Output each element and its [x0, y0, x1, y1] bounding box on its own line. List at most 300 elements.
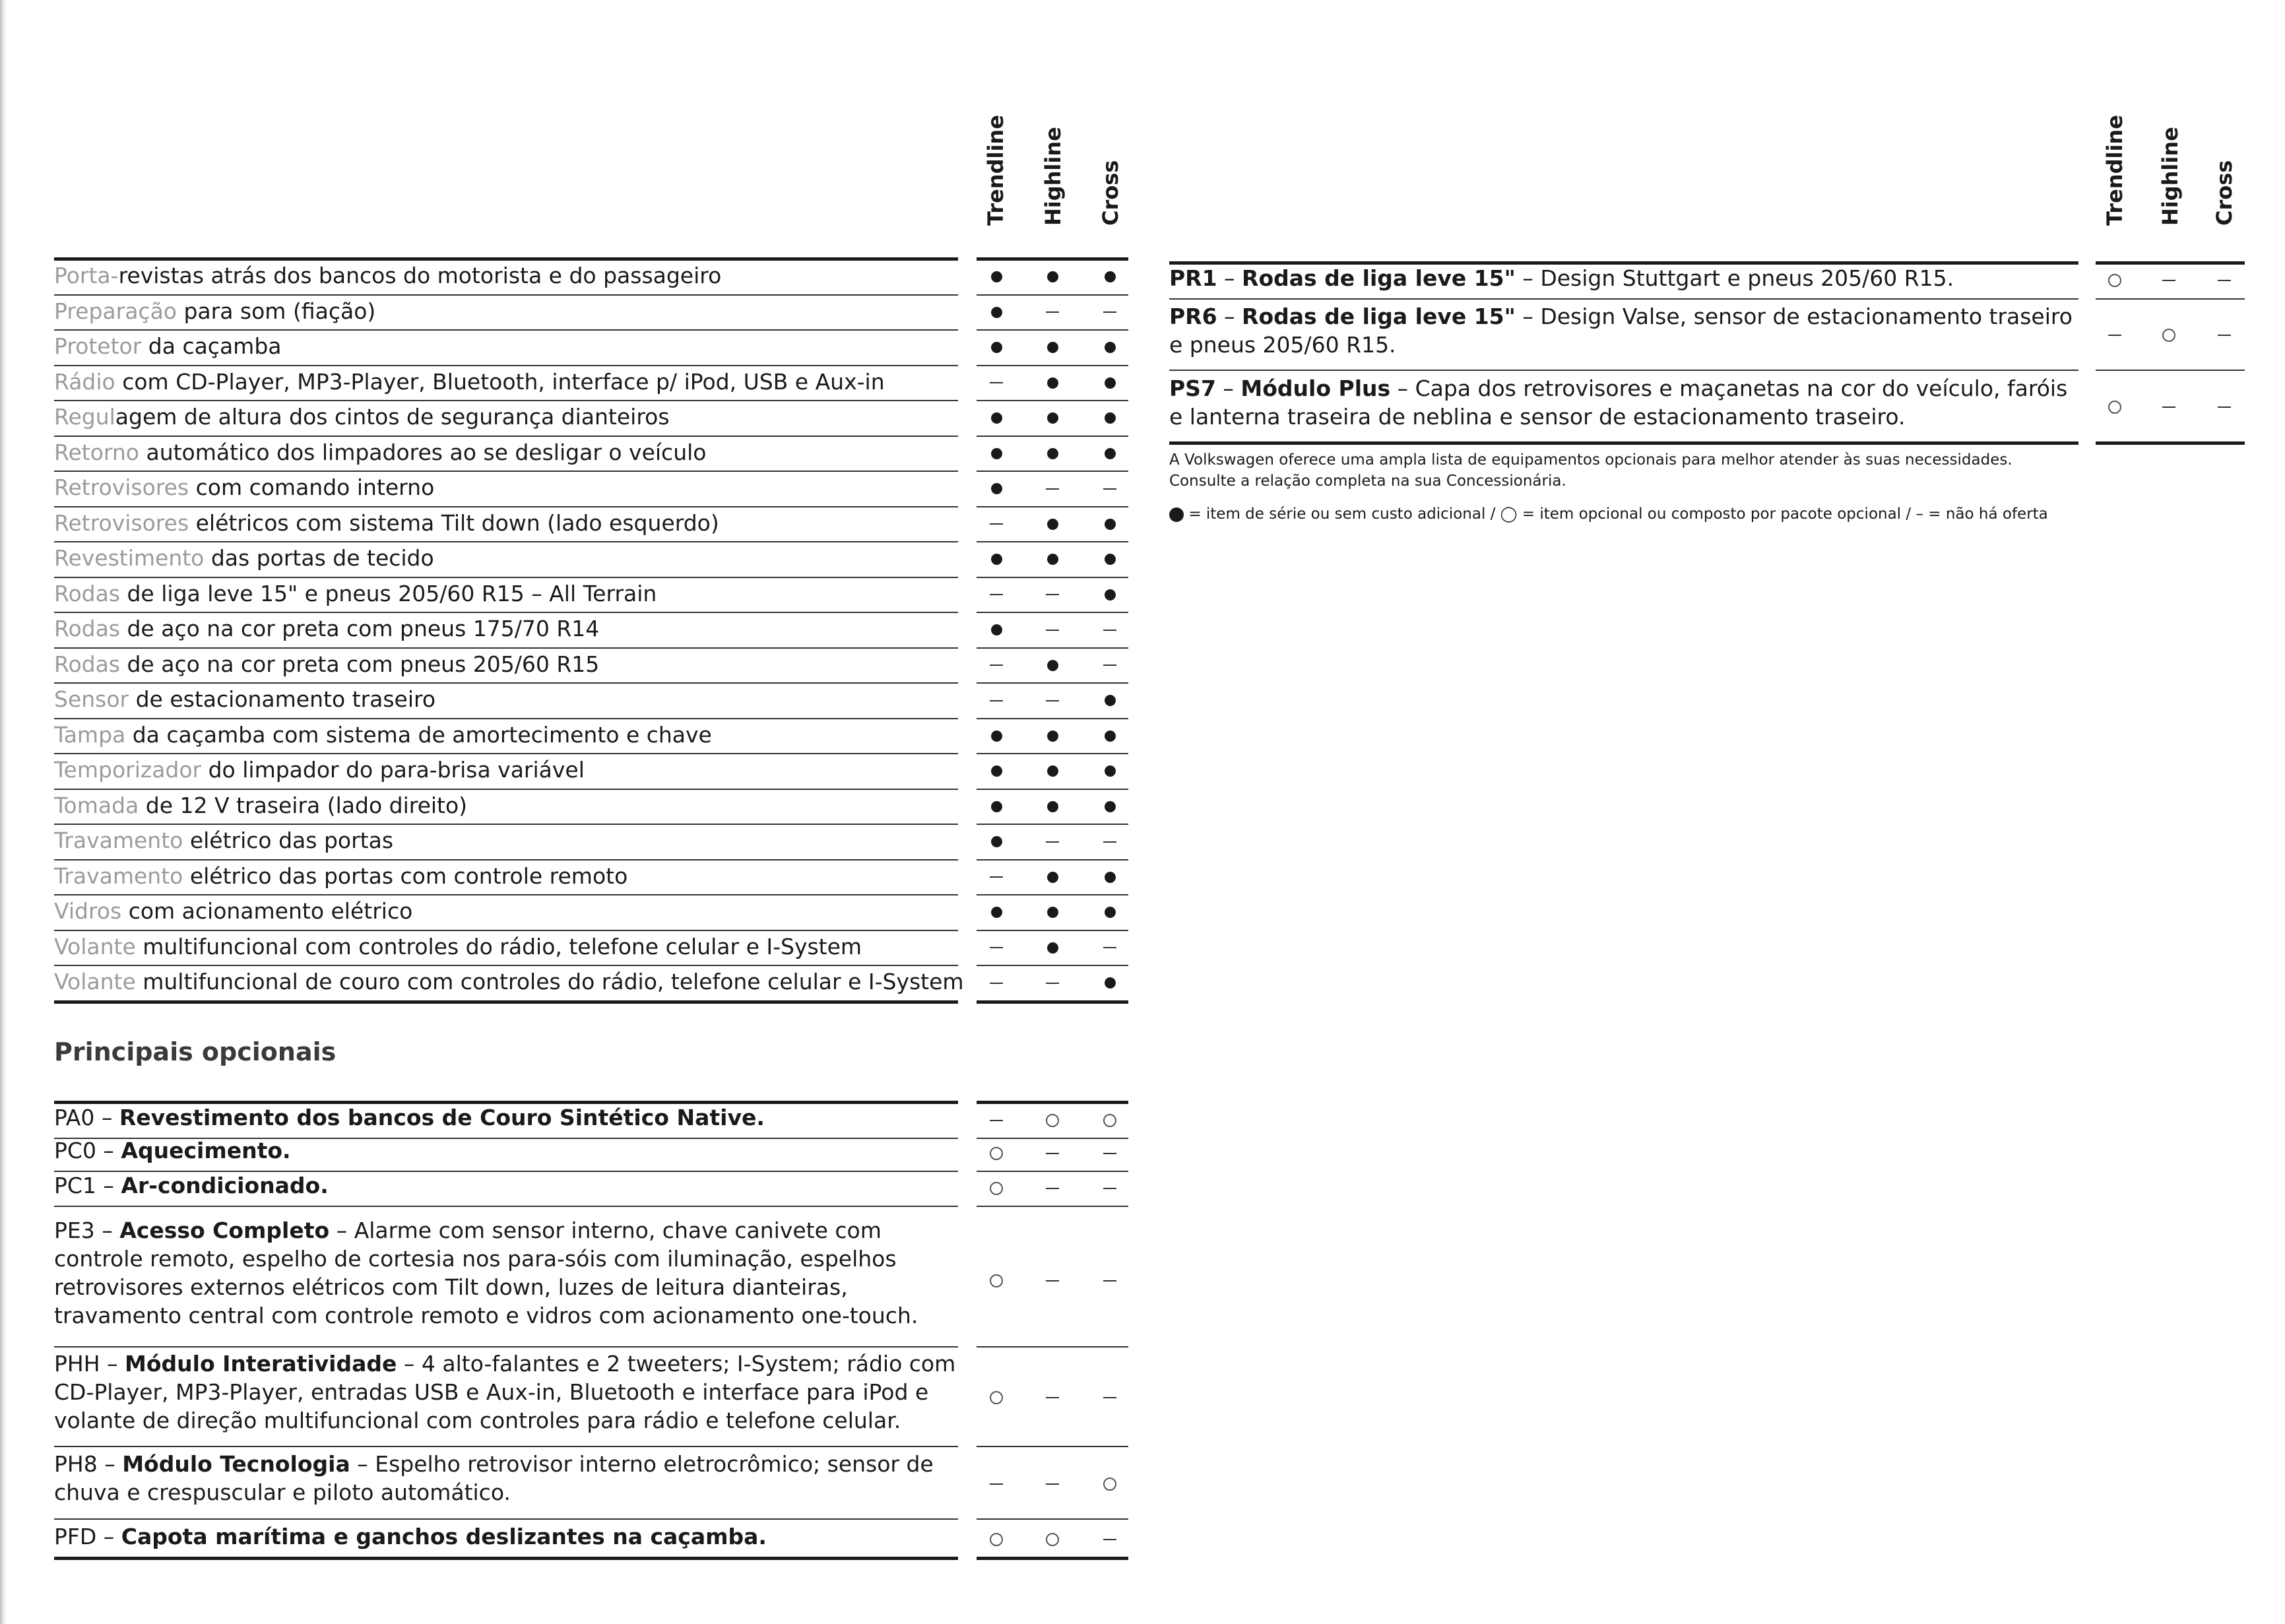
table-cell-mark — [1093, 1266, 1126, 1295]
table-cell-mark — [1093, 579, 1126, 608]
optional-row: PR6 – Rodas de liga leve 15" – Design Valse, sensor de estacionamento traseiro e pneus 205/60 R15. — [1169, 304, 2073, 358]
table-cell-mark — [1093, 756, 1126, 785]
row-text-part: multifuncional com controles do rádio, telefone celular e I-System — [135, 933, 862, 959]
table-rule — [977, 789, 1128, 790]
standard-dot-icon — [1105, 589, 1116, 601]
not-offered-dash-icon — [990, 382, 1003, 383]
table-cell-mark — [980, 473, 1013, 502]
standard-dot-icon — [991, 624, 1002, 635]
standard-dot-icon — [1047, 765, 1058, 777]
table-rule — [54, 789, 958, 790]
table-rule — [54, 1346, 958, 1348]
standard-dot-icon — [1105, 695, 1116, 706]
table-cell-mark — [1036, 756, 1069, 785]
table-cell-mark — [1093, 297, 1126, 326]
table-rule — [2096, 298, 2245, 300]
optional-row: PH8 – Módulo Tecnologia – Espelho retrovisor interno eletrocrômico; sensor de chuva e crespuscular e piloto automático. — [54, 1451, 934, 1505]
table-cell-mark — [980, 1266, 1013, 1295]
table-rule — [977, 436, 1128, 437]
table-rule — [1169, 298, 2078, 300]
optional-circle-icon — [990, 1533, 1003, 1546]
row-lead-text: PC1 — [54, 1173, 96, 1198]
row-text-part: agem de altura dos cintos de segurança dianteiros — [115, 404, 670, 430]
optional-row: PHH – Módulo Interatividade – 4 alto-falantes e 2 tweeters; I-System; rádio com CD-Player, MP3-Player, entradas USB e Aux-in, Bluetooth e interface para iPod e volante de direção multifuncional com controles para rádio e telefone celular. — [54, 1351, 956, 1433]
not-offered-dash-icon — [1046, 1483, 1059, 1485]
table-row — [54, 261, 721, 290]
table-rule — [977, 894, 1128, 895]
table-rule — [54, 930, 958, 931]
table-rule — [977, 647, 1128, 649]
row-text-part: da caçamba — [141, 333, 282, 359]
row-lead-text: PFD — [54, 1524, 97, 1549]
table-cell-mark — [2098, 319, 2131, 348]
not-offered-dash-icon — [2162, 406, 2175, 408]
table-rule — [54, 471, 958, 472]
optional-circle-icon — [1046, 1114, 1059, 1127]
table-rule — [977, 930, 1128, 931]
table-row — [54, 791, 467, 820]
table-rule — [2096, 370, 2245, 371]
table-cell-mark — [1093, 261, 1126, 290]
optional-row: PC1 – Ar-condicionado. — [54, 1173, 329, 1198]
table-rule — [977, 506, 1128, 507]
table-rule — [977, 365, 1128, 366]
standard-dot-icon — [1047, 412, 1058, 424]
table-cell-mark — [1036, 1382, 1069, 1411]
not-offered-dash-icon — [1046, 983, 1059, 984]
standard-dot-icon — [1105, 448, 1116, 459]
optional-name: Aquecimento. — [121, 1138, 291, 1163]
standard-dot-icon — [991, 483, 1002, 494]
availability-note-2: Consulte a relação completa na sua Concessionária. — [1169, 472, 1566, 490]
table-rule — [977, 859, 1128, 861]
legend — [1169, 503, 2048, 525]
optional-name: Módulo Tecnologia — [122, 1451, 350, 1477]
row-lead-text: Retrovisores — [54, 509, 189, 536]
table-cell-mark — [980, 932, 1013, 961]
table-rule — [977, 1206, 1128, 1207]
table-cell-mark — [1093, 1468, 1126, 1497]
table-cell-mark — [980, 1524, 1013, 1553]
not-offered-dash-icon — [1046, 1280, 1059, 1282]
standard-dot-icon — [991, 412, 1002, 424]
optional-code: PR6 — [1169, 304, 1217, 329]
optional-row: PC0 – Aquecimento. — [54, 1138, 291, 1163]
table-cell-mark — [1093, 967, 1126, 996]
row-text-part: com comando interno — [189, 474, 435, 500]
table-cell-mark — [980, 721, 1013, 750]
table-cell-mark — [980, 897, 1013, 926]
table-rule — [977, 1557, 1128, 1560]
table-row — [54, 614, 599, 643]
table-cell-mark — [1036, 791, 1069, 820]
optional-name: Revestimento dos bancos de Couro Sintético Native. — [119, 1105, 765, 1130]
row-lead-text: Rodas — [54, 616, 120, 641]
table-row — [54, 544, 434, 573]
not-offered-dash-icon — [1103, 1397, 1116, 1398]
row-text-part: revistas atrás dos bancos do motorista e do passageiro — [118, 263, 722, 288]
row-lead-text: Retrovisores — [54, 474, 189, 500]
not-offered-dash-icon — [1103, 630, 1116, 631]
table-cell-mark — [1036, 932, 1069, 961]
standard-dot-icon — [1047, 660, 1058, 671]
row-lead-text: Retorno — [54, 439, 139, 465]
table-rule — [54, 577, 958, 578]
table-cell-mark — [1036, 1105, 1069, 1134]
row-lead-text: Vidros — [54, 898, 122, 924]
table-cell-mark — [980, 332, 1013, 361]
table-cell-mark — [1093, 932, 1126, 961]
not-offered-dash-icon — [1046, 630, 1059, 631]
not-offered-dash-icon — [2218, 406, 2231, 408]
table-cell-mark — [1093, 473, 1126, 502]
row-lead-text: Rádio — [54, 368, 115, 395]
table-row — [54, 332, 282, 361]
table-cell-mark — [1093, 438, 1126, 467]
optional-circle-icon — [990, 1147, 1003, 1160]
standard-dot-icon — [991, 554, 1002, 565]
table-rule — [54, 859, 958, 861]
table-rule — [54, 1518, 958, 1520]
row-text-part: da caçamba com sistema de amortecimento e chave — [125, 721, 712, 748]
row-lead-text: PH8 — [54, 1451, 98, 1477]
table-cell-mark — [2098, 391, 2131, 420]
section-title-optionals: Principais opcionais — [54, 1037, 337, 1066]
standard-dot-icon — [1105, 412, 1116, 424]
table-rule — [54, 1446, 958, 1447]
standard-dot-icon — [1047, 271, 1058, 282]
availability-note-1: A Volkswagen oferece uma ampla lista de equipamentos opcionais para melhor atender às suas necessidades. — [1169, 451, 2012, 469]
standard-dot-icon — [1105, 342, 1116, 353]
row-text-part: Alarme com sensor interno, chave canivete com controle remoto, espelho de cortesia nos para-sóis com iluminação, espelhos retrovisores externos elétricos com Tilt down, luzes de leitura dianteiras, travamento central com controle remoto e vidros com acionamento one-touch. — [54, 1218, 918, 1328]
table-row — [54, 862, 628, 891]
row-lead-text: Tampa — [54, 721, 126, 748]
table-cell-mark — [980, 579, 1013, 608]
table-cell-mark — [1093, 685, 1126, 714]
table-row — [54, 897, 412, 926]
standard-dot-icon — [991, 907, 1002, 918]
optional-circle-icon — [1046, 1533, 1059, 1546]
row-lead-text: Tomada — [54, 792, 139, 818]
table-rule — [977, 824, 1128, 825]
not-offered-dash-icon — [2162, 280, 2175, 281]
table-row — [54, 650, 599, 679]
table-cell-mark — [1036, 826, 1069, 855]
table-cell-mark — [2098, 265, 2131, 294]
optional-circle-icon — [990, 1182, 1003, 1195]
table-row — [54, 438, 706, 467]
row-lead-text: Volante — [54, 969, 136, 994]
table-cell-mark — [1036, 862, 1069, 891]
table-cell-mark — [980, 544, 1013, 573]
col-head-trendline-right: Trendline — [2102, 115, 2127, 226]
optional-circle-icon — [990, 1274, 1003, 1287]
optional-row: PFD – Capota marítima e ganchos deslizantes na caçamba. — [54, 1524, 767, 1549]
table-rule — [54, 824, 958, 825]
table-cell-mark — [980, 261, 1013, 290]
table-cell-mark — [1036, 261, 1069, 290]
table-cell-mark — [1036, 1138, 1069, 1167]
row-text-part: Espelho retrovisor interno eletrocrômico; sensor de chuva e crespuscular e piloto automático. — [54, 1451, 934, 1505]
row-text-part: elétricos com sistema Tilt down (lado esquerdo) — [189, 509, 719, 536]
table-cell-mark — [1036, 579, 1069, 608]
optional-row: PE3 – Acesso Completo – Alarme com sensor interno, chave canivete com controle remoto, espelho de cortesia nos para-sóis com iluminação, espelhos retrovisores externos elétricos com Tilt down, luzes de leitura dianteiras, travamento central com controle remoto e vidros com acionamento one-touch. — [54, 1218, 918, 1328]
table-row — [54, 721, 712, 750]
col-head-trendline: Trendline — [983, 115, 1008, 226]
table-row — [54, 368, 885, 397]
optional-circle-icon — [2108, 401, 2121, 414]
table-rule — [977, 294, 1128, 296]
table-row — [54, 509, 719, 538]
table-cell-mark — [1036, 1266, 1069, 1295]
table-row — [54, 473, 434, 502]
not-offered-dash-icon — [1046, 594, 1059, 595]
table-rule — [54, 1206, 958, 1207]
standard-dot-icon — [1047, 448, 1058, 459]
not-offered-dash-icon — [2218, 280, 2231, 281]
table-rule — [1169, 441, 2078, 445]
table-rule — [54, 329, 958, 331]
table-rule — [54, 682, 958, 684]
table-cell-mark — [980, 1173, 1013, 1202]
table-rule — [977, 400, 1128, 401]
not-offered-dash-icon — [1103, 311, 1116, 313]
table-cell-mark — [1036, 473, 1069, 502]
row-lead-text: Regul — [54, 404, 115, 430]
table-rule — [54, 294, 958, 296]
not-offered-dash-icon — [990, 947, 1003, 948]
table-cell-mark — [2152, 391, 2185, 420]
table-rule — [977, 1346, 1128, 1348]
optional-circle-icon — [2108, 274, 2121, 287]
table-rule — [54, 436, 958, 437]
row-lead-text: Preparação — [54, 298, 177, 324]
table-row — [54, 685, 435, 714]
table-cell-mark — [1036, 509, 1069, 538]
table-row — [54, 403, 670, 432]
table-cell-mark — [1093, 509, 1126, 538]
table-cell-mark — [980, 1105, 1013, 1134]
table-rule — [977, 577, 1128, 578]
not-offered-dash-icon — [1103, 841, 1116, 843]
legend-text: = item de série ou sem custo adicional / ◯ = item opcional ou composto por pacote opcional / – = não há oferta — [1188, 505, 2048, 523]
not-offered-dash-icon — [1103, 1188, 1116, 1189]
col-head-highline: Highline — [1041, 127, 1066, 226]
row-text-part: multifuncional de couro com controles do rádio, telefone celular e I-System — [135, 969, 964, 994]
table-rule — [977, 682, 1128, 684]
table-rule — [54, 612, 958, 613]
table-cell-mark — [1093, 897, 1126, 926]
table-rule — [977, 1518, 1128, 1520]
not-offered-dash-icon — [1046, 1188, 1059, 1189]
table-cell-mark — [1036, 721, 1069, 750]
not-offered-dash-icon — [2218, 335, 2231, 336]
standard-dot-icon — [1047, 377, 1058, 389]
not-offered-dash-icon — [1046, 311, 1059, 313]
page-edge-shadow — [0, 0, 7, 1624]
table-rule — [977, 257, 1128, 261]
table-row — [54, 967, 964, 996]
row-lead-text: Temporizador — [54, 757, 202, 783]
standard-dot-icon — [1047, 342, 1058, 353]
table-row — [54, 932, 862, 961]
table-rule — [54, 506, 958, 507]
table-cell-mark — [1093, 1138, 1126, 1167]
table-rule — [54, 965, 958, 966]
standard-dot-icon — [991, 836, 1002, 847]
not-offered-dash-icon — [1103, 1153, 1116, 1154]
not-offered-dash-icon — [1103, 488, 1116, 490]
standard-dot-icon — [1047, 907, 1058, 918]
optional-code: PS7 — [1169, 375, 1216, 401]
row-text-part: do limpador do para-brisa variável — [201, 757, 585, 783]
table-cell-mark — [1036, 614, 1069, 643]
table-cell-mark — [980, 1382, 1013, 1411]
table-cell-mark — [980, 297, 1013, 326]
col-head-highline-right: Highline — [2158, 127, 2183, 226]
table-rule — [977, 1101, 1128, 1104]
table-cell-mark — [1036, 297, 1069, 326]
row-lead-text: PC0 — [54, 1138, 96, 1163]
row-text-part: das portas de tecido — [204, 545, 434, 571]
table-rule — [54, 257, 958, 261]
standard-dot-icon — [1105, 907, 1116, 918]
standard-dot-icon — [1047, 872, 1058, 883]
table-cell-mark — [2208, 319, 2241, 348]
row-lead-text: PA0 — [54, 1105, 95, 1130]
standard-dot-icon — [1105, 872, 1116, 883]
table-cell-mark — [1093, 332, 1126, 361]
filled-dot-icon — [1169, 507, 1184, 522]
standard-dot-icon — [1105, 377, 1116, 389]
table-rule — [2096, 441, 2245, 445]
not-offered-dash-icon — [1103, 1280, 1116, 1282]
row-lead-text: Protetor — [54, 333, 142, 359]
table-cell-mark — [1036, 544, 1069, 573]
standard-dot-icon — [1047, 519, 1058, 530]
row-lead-text: Porta- — [54, 263, 119, 288]
table-cell-mark — [1093, 791, 1126, 820]
not-offered-dash-icon — [1103, 1539, 1116, 1540]
optional-name: Módulo Plus — [1240, 375, 1391, 401]
table-cell-mark — [1036, 685, 1069, 714]
table-cell-mark — [1093, 1173, 1126, 1202]
row-lead-text: Rodas — [54, 580, 120, 606]
table-rule — [54, 541, 958, 542]
not-offered-dash-icon — [2108, 335, 2121, 336]
row-lead-text: PE3 — [54, 1218, 95, 1243]
standard-dot-icon — [991, 271, 1002, 282]
row-lead-text: Revestimento — [54, 545, 205, 571]
table-cell-mark — [980, 1468, 1013, 1497]
table-cell-mark — [1036, 1524, 1069, 1553]
not-offered-dash-icon — [1046, 1397, 1059, 1398]
table-cell-mark — [1093, 1105, 1126, 1134]
not-offered-dash-icon — [990, 1120, 1003, 1121]
table-row — [54, 297, 375, 326]
standard-dot-icon — [1105, 271, 1116, 282]
optional-row: PR1 – Rodas de liga leve 15" – Design Stuttgart e pneus 205/60 R15. — [1169, 265, 1954, 291]
table-cell-mark — [1093, 544, 1126, 573]
table-rule — [977, 1000, 1128, 1004]
standard-dot-icon — [991, 765, 1002, 777]
standard-dot-icon — [1047, 942, 1058, 954]
table-rule — [1169, 370, 2078, 371]
table-cell-mark — [1093, 403, 1126, 432]
not-offered-dash-icon — [1046, 700, 1059, 701]
optional-circle-icon — [1103, 1478, 1116, 1491]
table-cell-mark — [1093, 1524, 1126, 1553]
table-cell-mark — [1036, 1468, 1069, 1497]
standard-dot-icon — [1047, 731, 1058, 742]
table-cell-mark — [980, 756, 1013, 785]
table-cell-mark — [1036, 650, 1069, 679]
row-text-part: para som (fiação) — [176, 298, 376, 324]
optional-circle-icon — [2162, 329, 2175, 342]
table-row — [54, 826, 393, 855]
table-cell-mark — [980, 685, 1013, 714]
row-text-part: de aço na cor preta com pneus 205/60 R15 — [120, 651, 600, 677]
table-rule — [977, 471, 1128, 472]
standard-dot-icon — [991, 307, 1002, 318]
table-cell-mark — [1093, 826, 1126, 855]
table-cell-mark — [2152, 319, 2185, 348]
not-offered-dash-icon — [990, 594, 1003, 595]
table-cell-mark — [980, 791, 1013, 820]
table-rule — [977, 718, 1128, 719]
row-lead-text: Sensor — [54, 686, 129, 712]
table-cell-mark — [1036, 1173, 1069, 1202]
row-text-part: elétrico das portas com controle remoto — [183, 862, 628, 889]
table-cell-mark — [1036, 368, 1069, 397]
row-text-part: 4 alto-falantes e 2 tweeters; I-System; rádio com CD-Player, MP3-Player, entradas USB e Aux-in, Bluetooth e interface para iPod e volante de direção multifuncional com controles para rádio e telefone celular. — [54, 1351, 956, 1433]
optional-name: Módulo Interatividade — [125, 1351, 397, 1377]
optional-code: PR1 — [1169, 265, 1217, 291]
not-offered-dash-icon — [1103, 947, 1116, 948]
col-head-cross: Cross — [1098, 160, 1123, 226]
table-rule — [54, 647, 958, 649]
col-head-cross-right: Cross — [2212, 160, 2237, 226]
standard-dot-icon — [991, 342, 1002, 353]
not-offered-dash-icon — [1046, 1153, 1059, 1154]
table-cell-mark — [1093, 862, 1126, 891]
table-rule — [977, 753, 1128, 754]
table-row — [54, 579, 657, 608]
not-offered-dash-icon — [990, 523, 1003, 525]
table-rule — [977, 612, 1128, 613]
table-cell-mark — [980, 614, 1013, 643]
row-lead-text: PHH — [54, 1351, 100, 1377]
table-cell-mark — [2208, 391, 2241, 420]
table-cell-mark — [2152, 265, 2185, 294]
table-rule — [977, 1446, 1128, 1447]
optional-row: PA0 – Revestimento dos bancos de Couro Sintético Native. — [54, 1105, 765, 1130]
table-rule — [977, 965, 1128, 966]
table-cell-mark — [980, 509, 1013, 538]
table-cell-mark — [980, 650, 1013, 679]
row-text-part: de estacionamento traseiro — [129, 686, 436, 712]
row-text-part: com CD-Player, MP3-Player, Bluetooth, interface p/ iPod, USB e Aux-in — [115, 368, 885, 395]
table-rule — [54, 365, 958, 366]
standard-dot-icon — [1105, 554, 1116, 565]
table-cell-mark — [1036, 897, 1069, 926]
table-cell-mark — [1093, 614, 1126, 643]
row-text-part: Capa dos retrovisores e maçanetas na cor do veículo, faróis e lanterna traseira de neblina e sensor de estacionamento traseiro. — [1169, 375, 2068, 430]
table-cell-mark — [980, 967, 1013, 996]
standard-dot-icon — [1105, 977, 1116, 989]
optional-row: PS7 – Módulo Plus – Capa dos retrovisores e maçanetas na cor do veículo, faróis e lanterna traseira de neblina e sensor de estacionamento traseiro. — [1169, 375, 2068, 430]
standard-dot-icon — [1047, 554, 1058, 565]
